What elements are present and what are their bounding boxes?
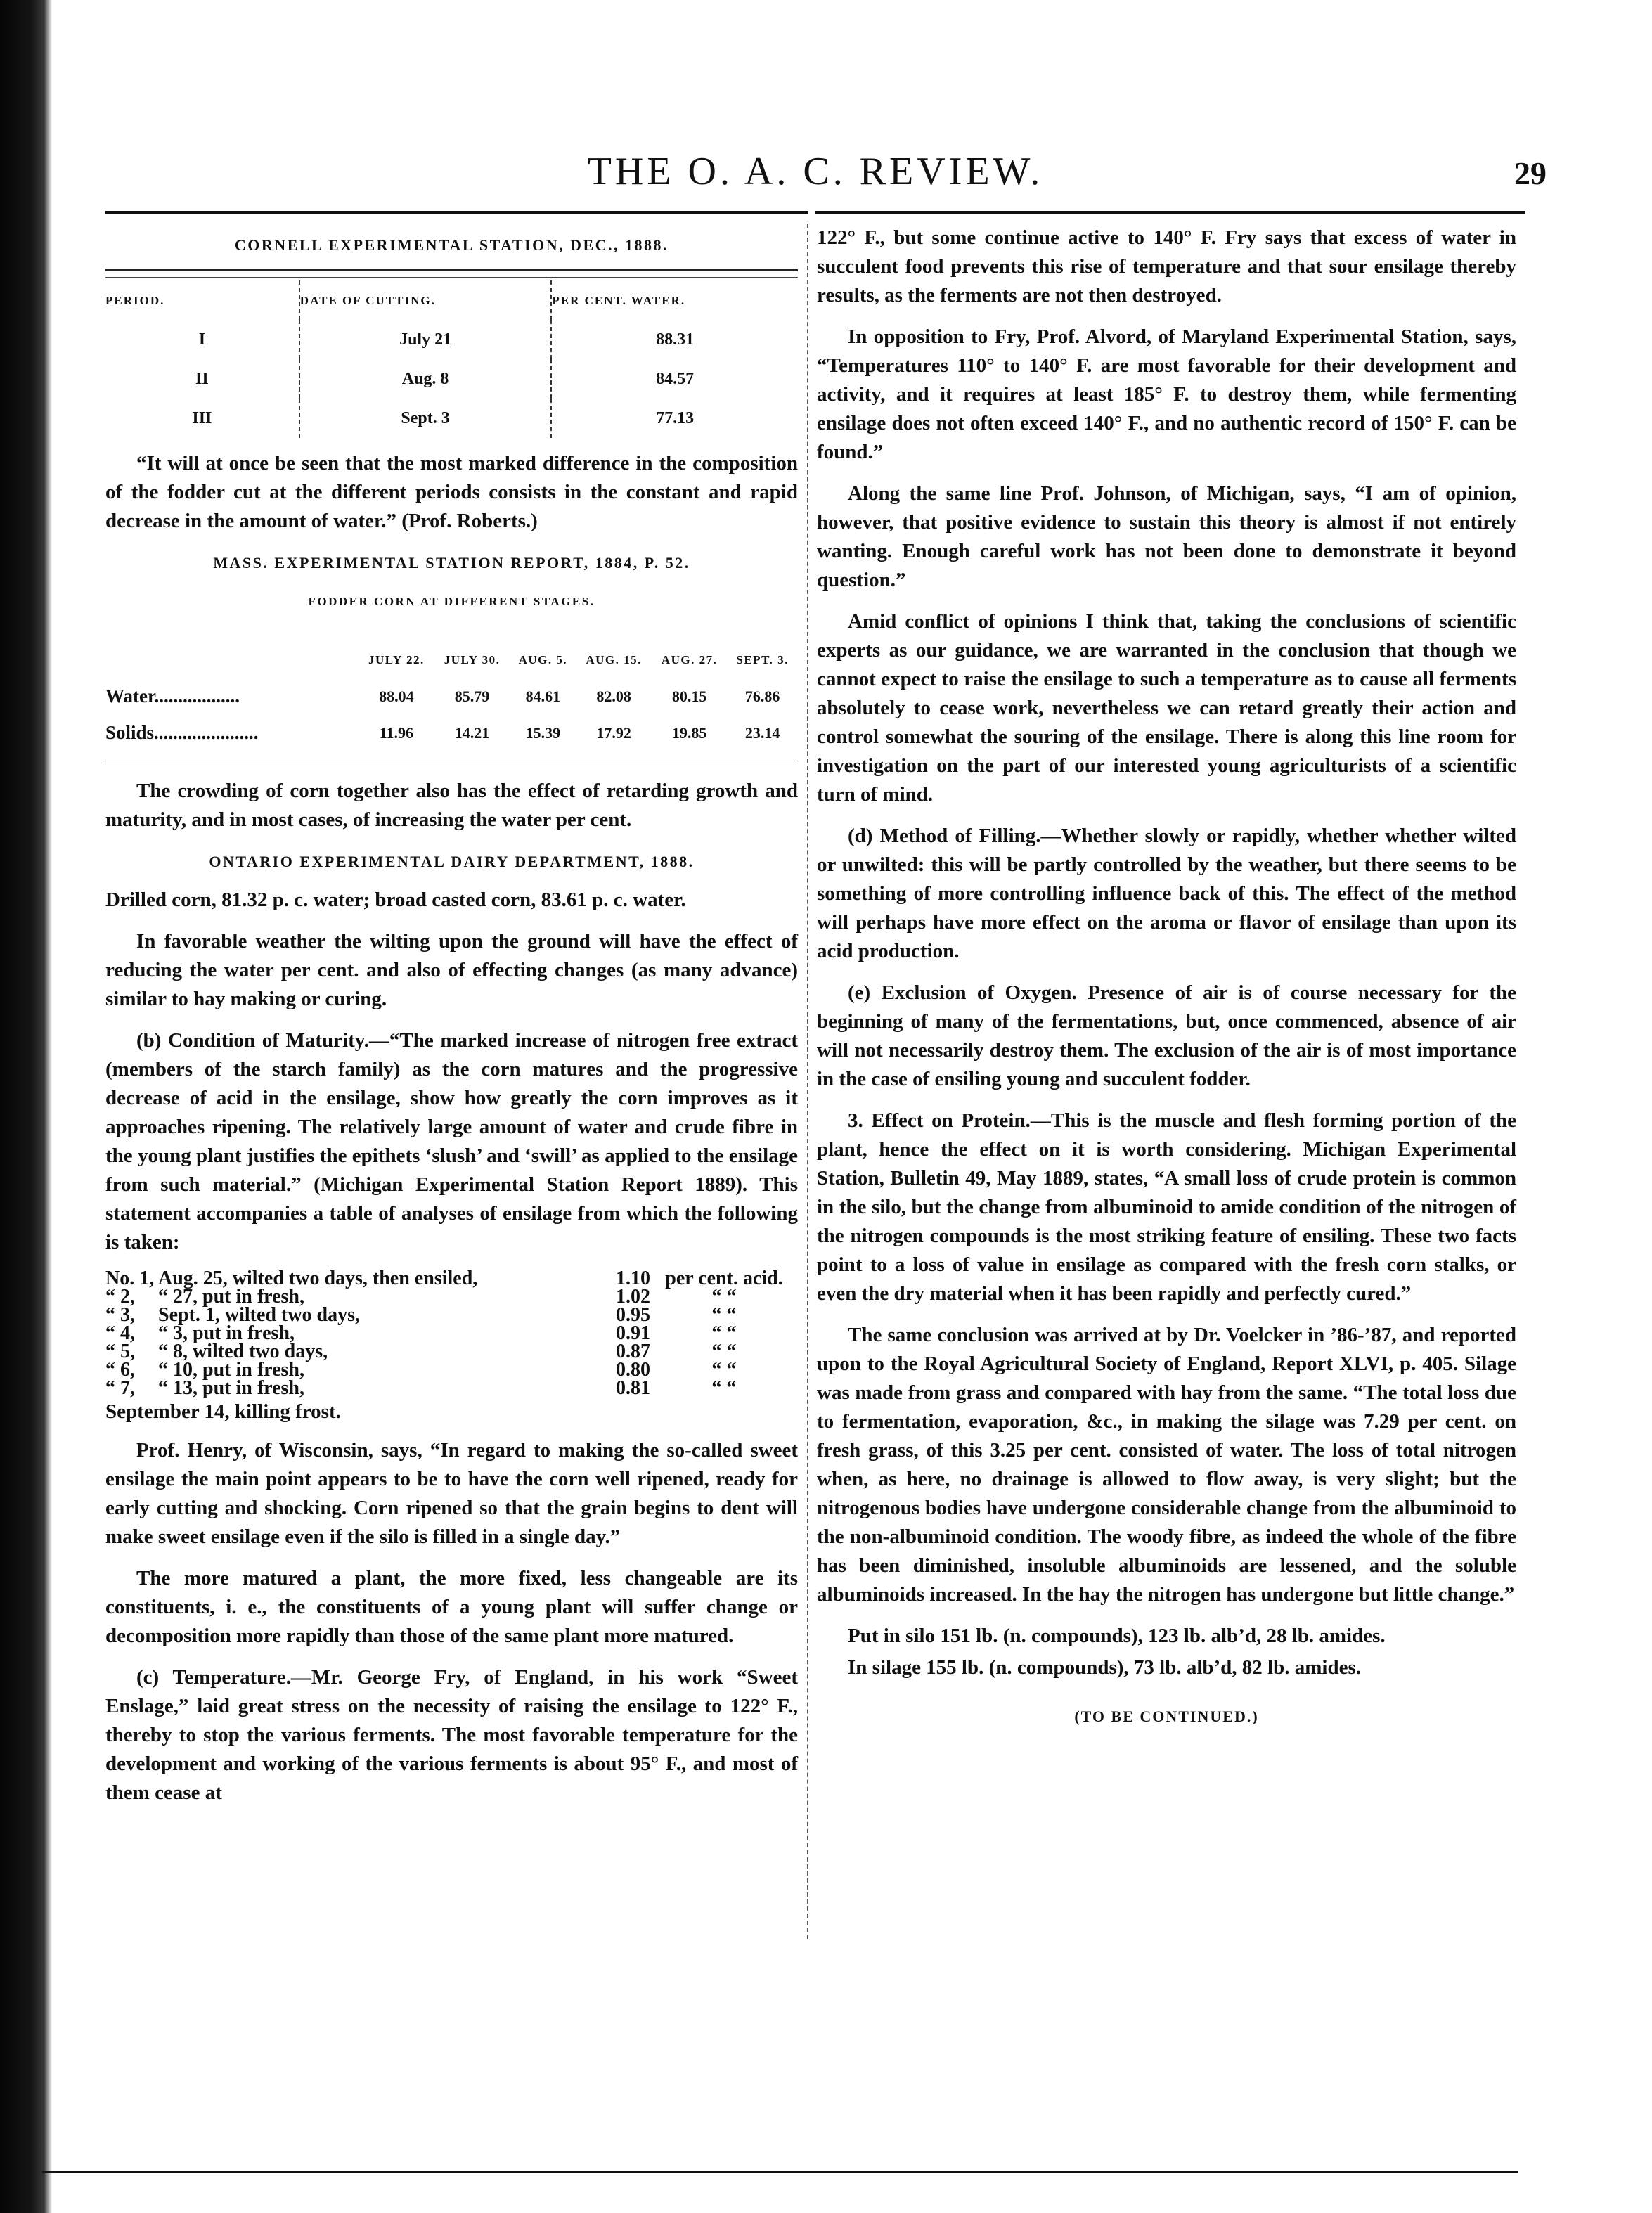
cell: “ 3, xyxy=(105,1304,135,1326)
row-label-water: Water.................. xyxy=(105,685,240,707)
cell: 1.10 xyxy=(616,1267,650,1289)
cell: 17.92 xyxy=(596,723,631,742)
cell: III xyxy=(192,408,212,427)
paragraph: In silage 155 lb. (n. compounds), 73 lb. alb’d, 82 lb. amides. xyxy=(848,1656,1361,1679)
left-column xyxy=(105,224,798,1820)
cell: “ “ xyxy=(711,1286,737,1308)
cell: No. 1, xyxy=(105,1267,155,1289)
cell: 88.31 xyxy=(551,320,798,359)
cell: 0.91 xyxy=(616,1322,650,1344)
paragraph: 3. Effect on Protein.—This is the muscle and flesh forming portion of the plant, hence the effect on it is worth considering. Michigan Experimental Station, Bulletin 49, May 1889, states, “A small loss of crude protein is common in the silo, but the change from albuminoid to amide condition of the nitrogen of the nitrogen compounds is the most striking feature of ensiling. These two facts point to a loss of value in ensilage as compared with the fresh corn stalks, or even the dry material when it has been rapidly and perfectly cured.” xyxy=(817,1109,1516,1305)
cell: 82.08 xyxy=(596,687,631,705)
paragraph: The crowding of corn together also has the effect of retarding growth and maturity, and in most cases, of increasing the water per cent. xyxy=(105,780,798,831)
paragraph: Amid conflict of opinions I think that, taking the conclusions of scientific experts as our guidance, we are warranted in the conclusion that though we cannot expect to raise the ensilage to such a temperature as to cause all ferments absolutely to cease work, nevertheless we can retard greatly their action and control somewhat the souring of the ensilage. There is along this line room for investigation on the part of our interested young agriculturists of a scientific turn of mind. xyxy=(817,610,1516,806)
acid-table-footer: September 14, killing frost. xyxy=(105,1400,341,1423)
rule xyxy=(105,269,798,271)
cell: 0.87 xyxy=(616,1341,650,1362)
cell: “ 2, xyxy=(105,1286,135,1308)
col-header-date: DATE OF CUTTING. xyxy=(299,280,552,320)
ontario-title: ONTARIO EXPERIMENTAL DAIRY DEPARTMENT, 1888. xyxy=(209,853,695,870)
paragraph: In opposition to Fry, Prof. Alvord, of Maryland Experimental Station, says, “Temperatures 110° to 140° F. are most favorable for their development and activity, and it requires at least 185° F. to destroy them, while fermenting ensilage does not often exceed 140° F., and no authentic record of 150° F. can be found.” xyxy=(817,325,1516,463)
masthead-title: THE O. A. C. REVIEW. xyxy=(587,150,1044,193)
cell: II xyxy=(195,369,209,388)
to-be-continued: (TO BE CONTINUED.) xyxy=(1074,1708,1259,1725)
column-divider xyxy=(807,224,808,1939)
paragraph: (e) Exclusion of Oxygen. Presence of air is of course necessary for the beginning of many of the fermentations, but, once commenced, absence of air will not necessarily destroy them. The exclusion of the air is of most importance in the case of ensiling young and succulent fodder. xyxy=(817,981,1516,1090)
col-header-blank xyxy=(105,641,359,678)
cell: “ “ xyxy=(711,1341,737,1362)
cell: 84.61 xyxy=(525,687,561,705)
cell: “ 6, xyxy=(105,1359,135,1381)
table-row xyxy=(105,320,798,359)
cell: 0.80 xyxy=(616,1359,650,1381)
cell: Aug. 8 xyxy=(299,359,552,399)
scan-edge-shadow xyxy=(0,0,52,2213)
page-header xyxy=(98,149,1547,205)
cell: “ 13, put in fresh, xyxy=(158,1377,304,1399)
paragraph: “It will at once be seen that the most marked difference in the composition of the fodder cut at the different periods consists in the constant and rapid decrease in the amount of water.” (Prof. Roberts.) xyxy=(105,452,798,532)
col-header: SEPT. 3. xyxy=(736,652,789,666)
paragraph: 122° F., but some continue active to 140° F. Fry says that excess of water in succulent food prevents this rise of temperature and that sour ensilage thereby results, as the ferments are not then destroyed. xyxy=(817,226,1516,307)
page-number: 29 xyxy=(1514,155,1547,191)
paragraph: In favorable weather the wilting upon the ground will have the effect of reducing the water per cent. and also of effecting changes (as many advance) similar to hay making or curing. xyxy=(105,930,798,1010)
spacer xyxy=(105,438,798,449)
right-column xyxy=(817,224,1516,1731)
cell: “ 4, xyxy=(105,1322,135,1344)
cell: “ “ xyxy=(711,1359,737,1381)
cell: 1.02 xyxy=(616,1286,650,1308)
col-header: AUG. 15. xyxy=(586,652,642,666)
cell: 80.15 xyxy=(671,687,707,705)
row-label-solids: Solids...................... xyxy=(105,721,259,743)
table-row xyxy=(105,678,798,714)
cornell-table-title: CORNELL EXPERIMENTAL STATION, DEC., 1888. xyxy=(234,236,669,254)
cell: “ 27, put in fresh, xyxy=(158,1286,304,1308)
cell: “ “ xyxy=(711,1322,737,1344)
cell: 76.86 xyxy=(744,687,780,705)
mass-table xyxy=(105,641,798,751)
cell: “ 10, put in fresh, xyxy=(158,1359,304,1381)
cell: July 21 xyxy=(299,320,552,359)
paragraph: The more matured a plant, the more fixed, less changeable are its constituents, i. e., the constituents of a young plant will suffer change or decomposition more rapidly than those of the same plant more matured. xyxy=(105,1567,798,1647)
cell: Aug. 25, wilted two days, then ensiled, xyxy=(158,1267,478,1289)
cell: “ 8, wilted two days, xyxy=(158,1341,328,1362)
cell: Sept. 1, wilted two days, xyxy=(158,1304,361,1326)
cell: 0.95 xyxy=(616,1304,650,1326)
cell: 84.57 xyxy=(551,359,798,399)
cornell-table xyxy=(105,280,798,438)
cell: “ 5, xyxy=(105,1341,135,1362)
table-header-row xyxy=(105,280,798,320)
cell: “ 3, put in fresh, xyxy=(158,1322,295,1344)
col-header: AUG. 27. xyxy=(661,652,718,666)
paragraph: (d) Method of Filling.—Whether slowly or rapidly, whether whether wilted or unwilted: this will be partly controlled by the weather, but there seems to be something of more controlling influence back of this. The effect of the method will perhaps have more effect on the aroma or flavor of ensilage than upon its acid production. xyxy=(817,825,1516,962)
paragraph: Prof. Henry, of Wisconsin, says, “In regard to making the so-called sweet ensilage the main point appears to be to have the corn well ripened, ready for early cutting and shocking. Corn ripened so that the grain begins to dent will make sweet ensilage even if the silo is filled in a single day.” xyxy=(105,1439,798,1548)
cell: “ “ xyxy=(711,1377,737,1399)
cell: 14.21 xyxy=(454,723,490,742)
table-row xyxy=(105,399,798,438)
table-row xyxy=(105,714,798,751)
table-row xyxy=(105,1379,798,1398)
paragraph: Put in silo 151 lb. (n. compounds), 123 lb. alb’d, 28 lb. amides. xyxy=(848,1625,1386,1647)
cell: 11.96 xyxy=(379,723,413,742)
cell: 19.85 xyxy=(671,723,707,742)
cell: Sept. 3 xyxy=(299,399,552,438)
col-header: AUG. 5. xyxy=(518,652,568,666)
col-header-period: PERIOD. xyxy=(105,293,165,307)
table-row xyxy=(105,359,798,399)
mass-table-title: MASS. EXPERIMENTAL STATION REPORT, 1884, P. 52. xyxy=(213,554,690,572)
cell: I xyxy=(198,330,206,349)
paragraph: Along the same line Prof. Johnson, of Michigan, says, “I am of opinion, however, that positive evidence to sustain this theory is almost if not entirely wanting. Enough careful work has not been done to demonstrate it beyond question.” xyxy=(817,482,1516,591)
col-header: JULY 22. xyxy=(368,652,425,666)
cell: 0.81 xyxy=(616,1377,650,1399)
cell: per cent. acid. xyxy=(665,1267,783,1289)
acid-table xyxy=(105,1267,798,1399)
header-rule-left xyxy=(105,211,808,214)
table-header-row xyxy=(105,641,798,678)
cell: 23.14 xyxy=(744,723,780,742)
cell: 88.04 xyxy=(379,687,414,705)
cell: 77.13 xyxy=(551,399,798,438)
col-header: JULY 30. xyxy=(444,652,501,666)
mass-table-subtitle: FODDER CORN AT DIFFERENT STAGES. xyxy=(308,595,595,608)
footer-rule xyxy=(42,2171,1518,2173)
cell: 85.79 xyxy=(454,687,490,705)
paragraph: The same conclusion was arrived at by Dr. Voelcker in ’86-’87, and reported upon to the Royal Agricultural Society of England, Report XLVI, p. 405. Silage was made from grass and compared with hay from the same. “The total loss due to fermentation, evaporation, &c., in making the silage was 7.29 per cent. on fresh grass, of this 3.25 per cent. consisted of water. The loss of total nitrogen when, as here, no drainage is allowed to flow away, is very slight; but the nitrogenous bodies have undergone considerable change from the albuminoid to the non-albuminoid condition. The woody fibre, as indeed the whole of the fibre has been diminished, insoluble albuminoids are lessened, and the soluble albuminoids increased. In the hay the nitrogen has undergone but little change.” xyxy=(817,1324,1516,1606)
cell: “ “ xyxy=(711,1304,737,1326)
rule xyxy=(105,277,798,278)
cell: 15.39 xyxy=(525,723,561,742)
paragraph: (c) Temperature.—Mr. George Fry, of England, in his work “Sweet Enslage,” laid great stress on the necessity of raising the ensilage to 122° F., thereby to stop the various ferments. The most favorable temperature for the development and working of the various ferments is about 95° F., and most of them cease at xyxy=(105,1666,798,1804)
paragraph: Drilled corn, 81.32 p. c. water; broad casted corn, 83.61 p. c. water. xyxy=(105,889,686,911)
col-header-water: PER CENT. WATER. xyxy=(551,280,798,320)
paragraph: (b) Condition of Maturity.—“The marked increase of nitrogen free extract (members of the starch family) as the corn matures and the progressive decrease of acid in the ensilage, show how greatly the corn improves as it approaches ripening. The relatively large amount of water and crude fibre in the young plant justifies the epithets ‘slush’ and ‘swill’ as applied to the ensilage from such material.” (Michigan Experimental Station Report 1889). This statement accompanies a table of analyses of ensilage from which the following is taken: xyxy=(105,1029,798,1253)
cell: “ 7, xyxy=(105,1377,135,1399)
header-rule-right xyxy=(815,211,1525,214)
